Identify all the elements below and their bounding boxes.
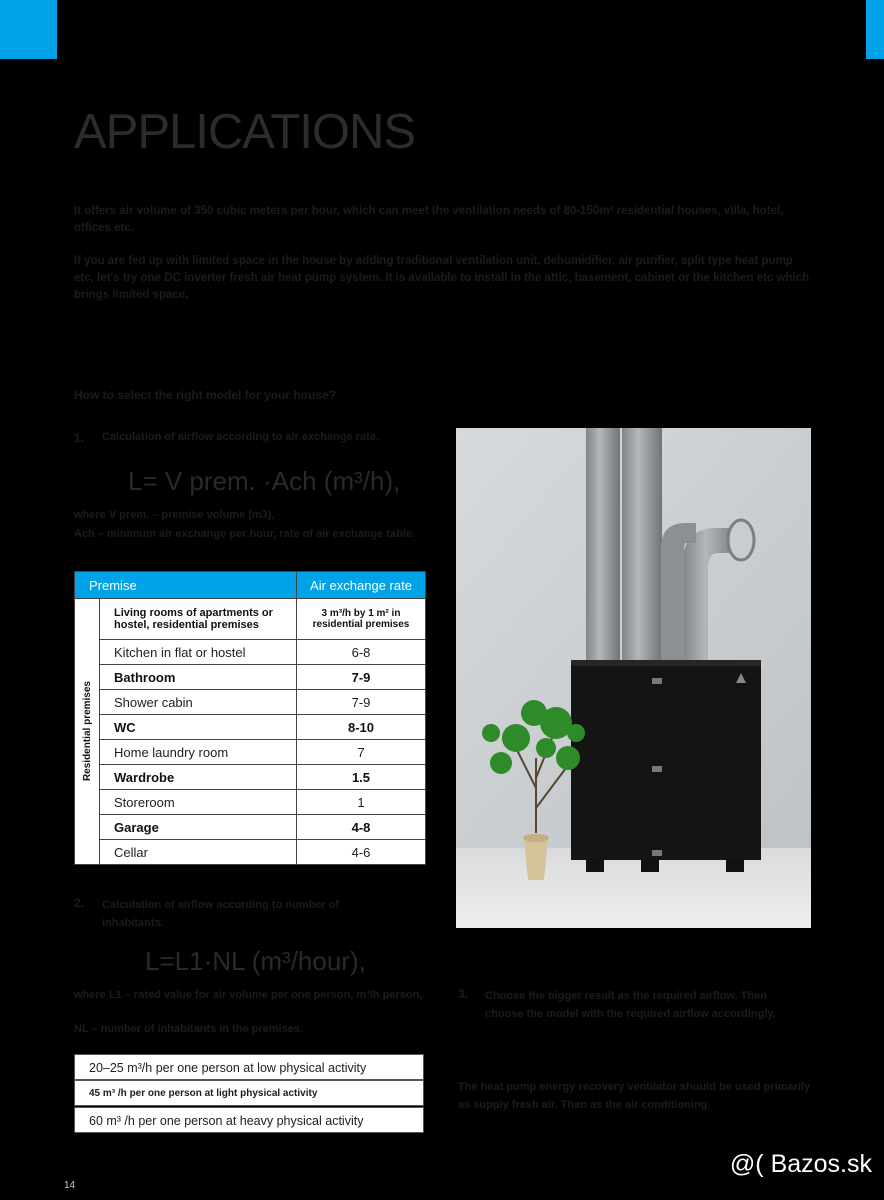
exchange-rate: 1.5 xyxy=(297,765,426,790)
premise-name: Kitchen in flat or hostel xyxy=(100,640,297,665)
air-exchange-table xyxy=(74,571,426,865)
table-row xyxy=(75,740,426,765)
premise-name: Bathroom xyxy=(100,665,297,690)
page-title: APPLICATIONS xyxy=(74,105,416,159)
table-header-rate: Air exchange rate xyxy=(297,572,426,599)
exchange-rate: 8-10 xyxy=(297,715,426,740)
activity-low: 20–25 m³/h per one person at low physical activity xyxy=(74,1054,424,1080)
usage-note: The heat pump energy recovery ventilator should be used primarily as supply fresh air. Then as the air conditioning. xyxy=(458,1081,811,1111)
side-label: Residential premises xyxy=(81,681,93,782)
table-header-premise: Premise xyxy=(75,572,297,599)
step3-number: 3. xyxy=(458,987,469,1001)
exchange-rate: 7-9 xyxy=(297,665,426,690)
premise-name: Garage xyxy=(100,815,297,840)
table-row xyxy=(75,840,426,865)
step3-text: Choose the bigger result as the required airflow. Then choose the model with the required airflow accordingly. xyxy=(485,990,776,1020)
intro-paragraph-2: If you are fed up with limited space in the house by adding traditional ventilation unit, dehumidifier, air purifier, split type heat pump etc, let's try one DC inverter fresh air heat pump system. It is available to install in the attic, basement, cabinet or the kitchen etc which brings limited space. xyxy=(74,255,810,301)
exchange-rate: 4-8 xyxy=(297,815,426,840)
premise-name: Wardrobe xyxy=(100,765,297,790)
table-row xyxy=(75,690,426,715)
activity-light: 45 m³ /h per one person at light physical activity xyxy=(74,1080,424,1106)
activity-heavy: 60 m³ /h per one person at heavy physical activity xyxy=(74,1107,424,1133)
premise-name: Home laundry room xyxy=(100,740,297,765)
corner-accent-right xyxy=(866,0,884,59)
table-row xyxy=(75,665,426,690)
premise-name: Storeroom xyxy=(100,790,297,815)
page-number: 14 xyxy=(64,1180,76,1191)
premise-name: Shower cabin xyxy=(100,690,297,715)
section-heading: How to select the right model for your house? xyxy=(74,388,337,402)
exchange-rate: 7-9 xyxy=(297,690,426,715)
table-row xyxy=(75,815,426,840)
corner-accent-left xyxy=(0,0,57,59)
exchange-rate: 4-6 xyxy=(297,840,426,865)
table-row xyxy=(75,765,426,790)
step1-text: Calculation of airflow according to air exchange rate. xyxy=(102,431,379,443)
table-row xyxy=(75,715,426,740)
step1-formula: L= V prem. ·Ach (m³/h), xyxy=(128,466,401,496)
step2-where-1: where L1 – rated value for air volume per one person, m³/h person, xyxy=(74,989,423,1001)
premise-name: Cellar xyxy=(100,840,297,865)
step2-number: 2. xyxy=(74,896,85,910)
premise-name: WC xyxy=(100,715,297,740)
step1-number: 1. xyxy=(74,431,85,445)
exchange-rate: 1 xyxy=(297,790,426,815)
exchange-rate: 6-8 xyxy=(297,640,426,665)
step2-where-2: NL – number of inhabitants in the premises. xyxy=(74,1023,304,1035)
exchange-rate: 3 m³/h by 1 m² in residential premises xyxy=(297,599,426,640)
side-label-cell xyxy=(75,599,100,865)
heat-pump-illustration xyxy=(456,428,811,928)
table-row xyxy=(75,640,426,665)
step1-where-1: where V prem. – premise volume (m3), xyxy=(74,509,275,521)
watermark: @( Bazos.sk xyxy=(729,1150,872,1178)
intro-paragraph-1: It offers air volume of 350 cubic meters per hour, which can meet the ventilation needs of 80-150m² residential houses, villa, hotel, offices etc. xyxy=(74,205,784,234)
step2-text: Calculation of airflow according to number of inhabitants. xyxy=(102,899,340,929)
product-photo xyxy=(456,428,811,928)
premise-name: Living rooms of apartments or hostel, residential premises xyxy=(100,599,297,640)
table-row xyxy=(75,790,426,815)
step2-formula: L=L1·NL (m³/hour), xyxy=(145,946,366,976)
step1-where-2: Ach – minimum air exchange per hour, rate of air exchange table. xyxy=(74,528,416,540)
exchange-rate: 7 xyxy=(297,740,426,765)
table-row xyxy=(75,599,426,640)
